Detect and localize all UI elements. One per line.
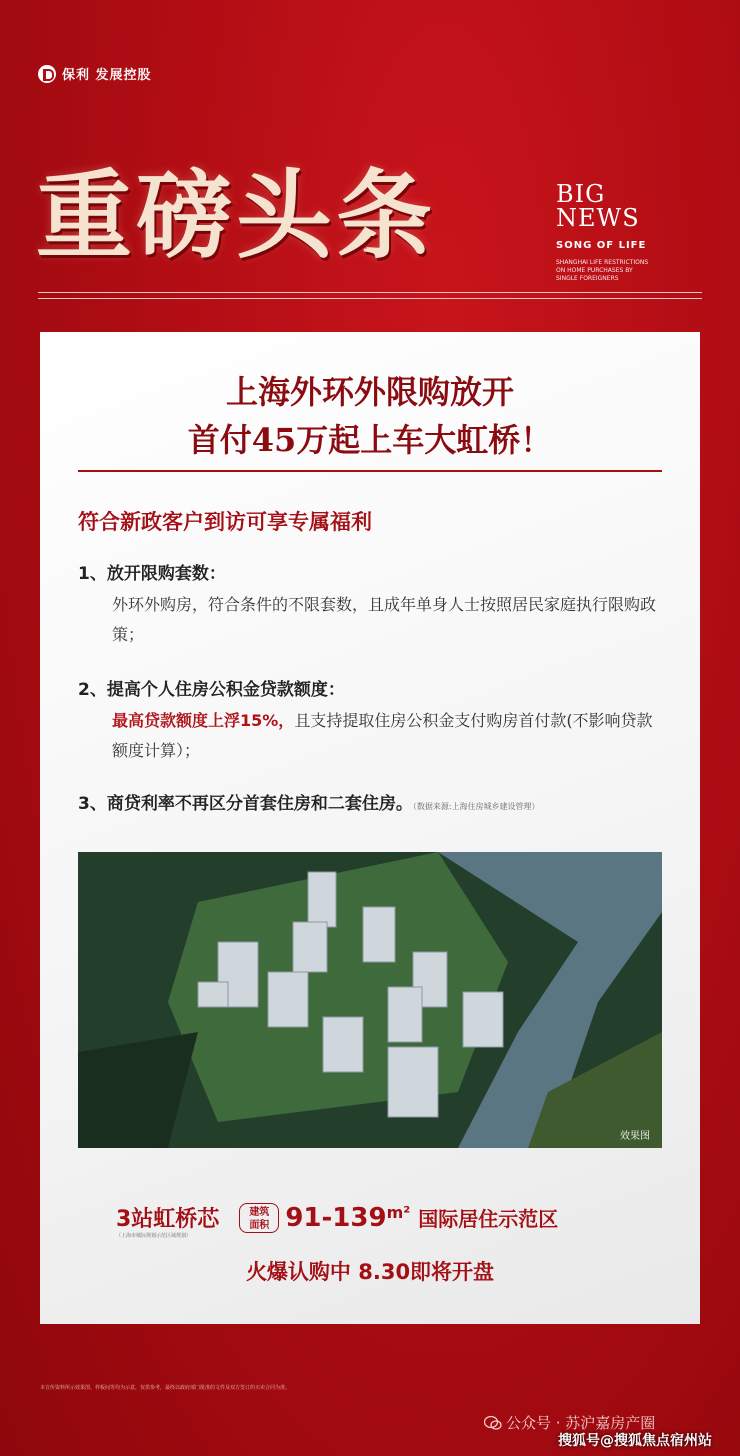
card-title [40,368,700,464]
header-divider-top [38,292,702,293]
policy-point-3 [78,788,668,823]
big-news-line2: NEWS [556,204,640,232]
brand-logo [38,64,152,83]
area-value: 91-139 [285,1202,387,1233]
brand-name: 保利 发展控股 [62,68,152,83]
aerial-rendering-image [78,852,662,1148]
point-heading-text: 3、商贷利率不再区分首套住房和二套住房。 [78,794,413,814]
wechat-icon [484,1415,502,1431]
point-heading: 2、提高个人住房公积金贷款额度： [78,680,345,700]
card-title-line2: 首付45万起上车大虹桥！ [187,421,553,459]
building-area-badge [239,1203,279,1233]
big-news-block [556,182,656,283]
big-news-tagline: SONG OF LIFE [556,240,647,251]
content-card [40,332,700,1324]
stations-text: 3站虹桥芯 [116,1207,220,1232]
promo-line [116,1202,559,1239]
area-range [285,1203,410,1233]
point-body-text: 且支持提取住房公积金支付购房首付款(不影响贷款额度计算）； [112,711,653,760]
point-heading: 1、放开限购套数： [78,564,226,584]
card-divider [78,470,662,472]
point-heading [78,788,668,823]
disclaimer: 本宣传资料所示效果图、样板间等均为示意，仅供参考，最终以政府部门批准的文件及双方签订的买卖合同为准。 [40,1385,291,1391]
point-highlight: 最高贷款额度上浮15%， [112,711,295,730]
badge-line2: 面积 [249,1219,270,1231]
cta-text: 火爆认购中 8.30即将开盘 [245,1260,495,1284]
policy-point-2 [78,674,668,766]
badge-line1: 建筑 [249,1206,270,1218]
point-body [78,706,668,766]
zone-text: 国际居住示范区 [418,1207,559,1231]
data-source-note: （数据来源:上海住房城乡建设管理） [412,802,540,811]
render-label: 效果图 [620,1131,650,1142]
policy-point-1 [78,558,668,650]
section-title: 符合新政客户到访可享专属福利 [78,509,372,534]
headline: 重磅头条 [36,159,436,272]
wechat-label: 公众号 · 苏沪嘉房产圈 [506,1414,656,1432]
point-body: 外环外购房，符合条件的不限套数，且成年单身人士按照居民家庭执行限购政策； [112,595,657,644]
card-title-line1: 上海外环外限购放开 [225,373,514,411]
poly-logo-icon [38,65,56,83]
area-unit: m² [386,1202,411,1222]
project-rendering [78,852,662,1148]
stations-subtext: （上海市城际规划示范区域规划） [116,1233,192,1239]
big-news-line1: BIG [556,180,606,208]
big-news-small-text: SHANGHAI LIFE RESTRICTIONS ON HOME PURCHASES BY SINGLE FOREIGNERS [556,259,649,282]
sohu-watermark: 搜狐号@搜狐焦点宿州站 [558,1433,712,1449]
header-divider-bottom [38,298,702,299]
